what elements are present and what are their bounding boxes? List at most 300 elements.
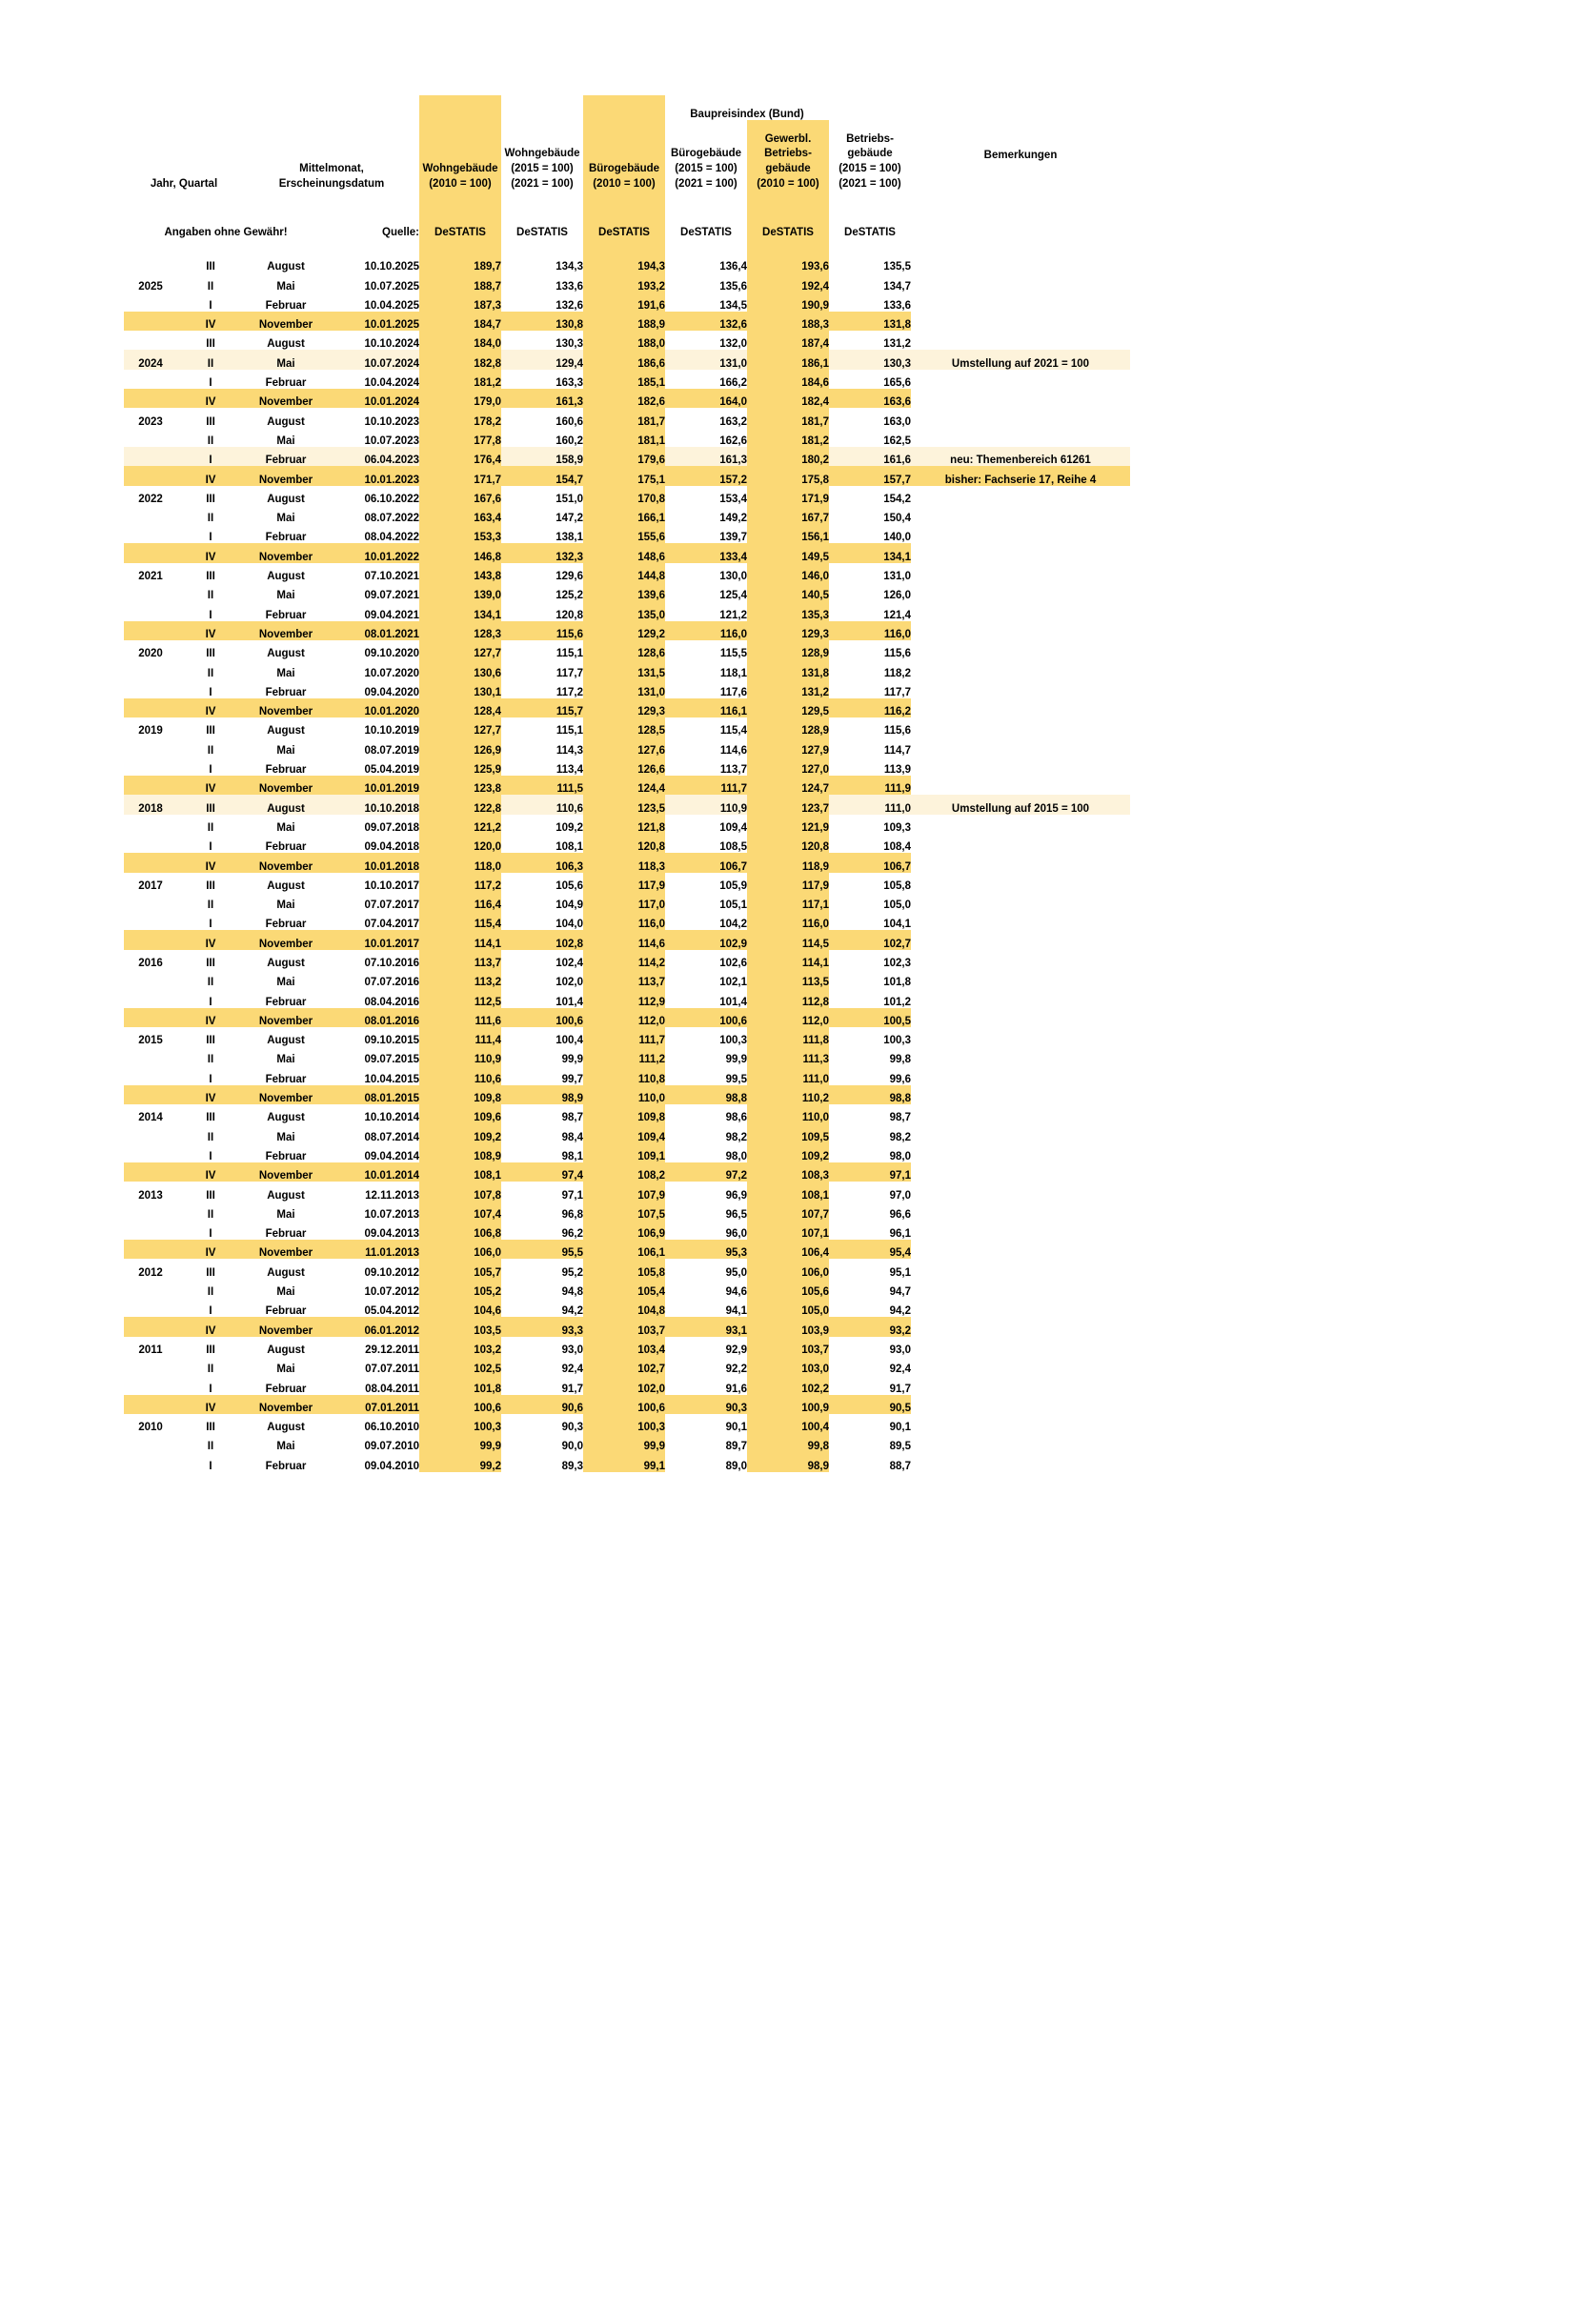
cell-quarter: II	[207, 1131, 214, 1143]
cell-year: 2017	[138, 879, 163, 892]
cell-value-col4: 193,6	[747, 253, 829, 273]
cell-value-col4: 182,4	[747, 389, 829, 408]
cell-year	[124, 1065, 177, 1084]
cell-value-col4: 124,7	[747, 776, 829, 795]
header-row-main	[124, 120, 1130, 192]
header-line: (2021 = 100)	[675, 178, 737, 191]
cell-bemerkung	[911, 757, 1130, 776]
cell-bemerkung	[911, 601, 1130, 620]
cell-value-col1: 138,1	[556, 532, 583, 544]
table-row	[124, 312, 1130, 331]
cell-month: November	[244, 543, 328, 562]
cell-year	[124, 331, 177, 350]
cell-bemerkung	[911, 1123, 1130, 1142]
cell-quarter: I	[209, 841, 212, 854]
header-bemerkungen: Bemerkungen	[983, 150, 1058, 162]
table-row	[124, 1065, 1130, 1084]
cell-bemerkung	[911, 505, 1130, 524]
cell-month: Februar	[265, 1150, 307, 1162]
cell-value-col4: 129,3	[747, 621, 829, 640]
cell-month: August	[267, 261, 305, 273]
cell-value-col0: 125,9	[419, 757, 501, 776]
cell-value-col2: 120,8	[583, 834, 665, 853]
header-col-gewerbl-betriebsgebaeude-2010	[747, 120, 829, 192]
cell-value-col0: 121,2	[419, 815, 501, 834]
cell-date: 10.04.2015	[364, 1073, 419, 1085]
cell-year	[124, 1162, 177, 1182]
cell-value-col3: 125,4	[719, 590, 747, 602]
cell-quarter: I	[209, 299, 212, 312]
cell-value-col4: 107,1	[747, 1221, 829, 1240]
cell-value-col5: 90,5	[829, 1395, 911, 1414]
cell-bemerkung	[911, 1221, 1130, 1240]
cell-value-col0: 99,2	[419, 1452, 501, 1471]
cell-value-col5: 96,6	[889, 1208, 911, 1221]
cell-year	[124, 698, 177, 717]
cell-value-col4: 171,9	[747, 486, 829, 505]
cell-quarter: III	[206, 1189, 215, 1202]
cell-value-col4: 184,6	[747, 370, 829, 389]
cell-value-col0: 105,7	[419, 1259, 501, 1278]
cell-value-col3: 100,6	[665, 1008, 747, 1027]
cell-value-col4: 110,2	[747, 1085, 829, 1104]
cell-bemerkung	[911, 543, 1130, 562]
cell-quarter: I	[209, 1305, 212, 1318]
cell-value-col2: 102,7	[583, 1356, 665, 1375]
cell-value-col5: 117,7	[883, 686, 911, 698]
source-col-1: DeSTATIS	[516, 227, 568, 238]
cell-quarter: IV	[177, 312, 244, 331]
cell-bemerkung	[911, 1337, 1130, 1356]
cell-month: November	[244, 1240, 328, 1259]
cell-date: 10.01.2022	[328, 543, 419, 562]
cell-value-col5: 105,8	[883, 879, 911, 892]
cell-quarter: II	[207, 1364, 214, 1376]
cell-value-col3: 96,0	[725, 1228, 747, 1241]
cell-value-col2: 118,3	[583, 853, 665, 872]
cell-value-col3: 102,9	[665, 930, 747, 949]
cell-value-col0: 187,3	[419, 293, 501, 312]
cell-value-col1: 92,4	[561, 1364, 583, 1376]
cell-month: November	[244, 466, 328, 485]
cell-value-col5: 163,6	[829, 389, 911, 408]
cell-date: 10.10.2023	[364, 415, 419, 428]
table-row	[124, 1123, 1130, 1142]
cell-value-col1: 102,8	[501, 930, 583, 949]
cell-quarter: III	[206, 571, 215, 583]
cell-value-col2: 175,1	[583, 466, 665, 485]
cell-year	[124, 1221, 177, 1240]
label-quelle: Quelle:	[382, 227, 419, 238]
cell-value-col2: 144,8	[583, 563, 665, 582]
cell-date: 09.04.2013	[364, 1228, 419, 1241]
cell-value-col2: 166,1	[583, 505, 665, 524]
cell-quarter: I	[209, 1150, 212, 1162]
cell-year	[124, 1143, 177, 1162]
cell-value-col5: 97,0	[889, 1189, 911, 1202]
cell-date: 07.10.2021	[364, 571, 419, 583]
cell-value-col4: 117,1	[747, 892, 829, 911]
cell-date: 12.11.2013	[365, 1189, 419, 1202]
header-line: Wohngebäude	[504, 148, 580, 160]
baupreisindex-table	[124, 95, 1130, 1472]
cell-bemerkung	[911, 969, 1130, 988]
cell-quarter: I	[209, 609, 212, 621]
cell-date: 10.04.2025	[364, 299, 419, 312]
super-fill-2	[583, 95, 665, 120]
cell-value-col0: 130,6	[419, 659, 501, 678]
cell-value-col3: 105,1	[719, 899, 747, 912]
cell-value-col3: 94,1	[725, 1305, 747, 1318]
cell-year	[124, 1433, 177, 1452]
cell-value-col1: 104,9	[556, 899, 583, 912]
gap-2	[583, 238, 665, 253]
cell-year: 2025	[138, 280, 163, 293]
cell-bemerkung	[911, 1259, 1130, 1278]
cell-quarter: II	[207, 977, 214, 989]
cell-quarter: I	[209, 532, 212, 544]
cell-value-col3: 96,9	[725, 1189, 747, 1202]
cell-value-col0: 106,0	[419, 1240, 501, 1259]
cell-year	[124, 601, 177, 620]
cell-date: 10.04.2024	[364, 377, 419, 390]
cell-date: 08.04.2016	[364, 996, 419, 1008]
table-row	[124, 1317, 1130, 1336]
header-line: (2010 = 100)	[593, 178, 656, 191]
cell-value-col4: 111,8	[747, 1027, 829, 1046]
table-row	[124, 370, 1130, 389]
cell-value-col2: 181,7	[583, 408, 665, 427]
cell-year	[124, 1375, 177, 1394]
cell-value-col5: 98,7	[889, 1112, 911, 1124]
cell-value-col0: 111,6	[419, 1008, 501, 1027]
cell-date: 06.04.2023	[328, 447, 419, 466]
cell-value-col1: 91,7	[561, 1383, 583, 1395]
cell-value-col2: 181,1	[583, 428, 665, 447]
cell-value-col0: 106,8	[419, 1221, 501, 1240]
super-fill-rem	[911, 95, 1130, 120]
cell-value-col5: 131,8	[829, 312, 911, 331]
cell-date: 05.04.2019	[364, 764, 419, 777]
cell-bemerkung	[911, 293, 1130, 312]
table-row	[124, 1433, 1130, 1452]
cell-month: Februar	[265, 686, 307, 698]
cell-bemerkung	[911, 1452, 1130, 1471]
cell-value-col3: 98,2	[725, 1131, 747, 1143]
cell-value-col2: 121,8	[583, 815, 665, 834]
cell-quarter: I	[209, 919, 212, 931]
cell-quarter: II	[207, 899, 214, 912]
cell-value-col1: 90,3	[561, 1422, 583, 1434]
cell-value-col0: 104,6	[419, 1298, 501, 1317]
cell-quarter: III	[206, 879, 215, 892]
cell-year	[124, 1279, 177, 1298]
table-row	[124, 273, 1130, 292]
source-col-0: DeSTATIS	[419, 213, 501, 238]
cell-value-col5: 150,4	[883, 513, 911, 525]
cell-date: 10.01.2018	[328, 853, 419, 872]
cell-value-col5: 154,2	[883, 493, 911, 505]
cell-value-col3: 94,6	[725, 1286, 747, 1299]
table-row	[124, 659, 1130, 678]
cell-month: August	[267, 493, 305, 505]
cell-date: 08.07.2022	[364, 513, 419, 525]
cell-year	[124, 505, 177, 524]
cell-month: August	[267, 1422, 305, 1434]
cell-date: 10.10.2025	[364, 261, 419, 273]
cell-value-col1: 160,6	[556, 415, 583, 428]
cell-value-col2: 114,2	[583, 950, 665, 969]
cell-value-col5: 115,6	[883, 725, 911, 738]
cell-quarter: II	[207, 1054, 214, 1066]
cell-year: 2019	[138, 725, 163, 738]
cell-value-col5: 100,5	[829, 1008, 911, 1027]
cell-value-col0: 116,4	[419, 892, 501, 911]
cell-value-col4: 103,9	[747, 1317, 829, 1336]
cell-value-col0: 188,7	[419, 273, 501, 292]
label-angaben-ohne-gewaehr: Angaben ohne Gewähr!	[164, 227, 288, 238]
super-fill-0	[419, 95, 501, 120]
cell-value-col2: 188,0	[583, 331, 665, 350]
cell-value-col0: 110,6	[419, 1065, 501, 1084]
cell-month: August	[267, 1344, 305, 1356]
cell-value-col5: 101,8	[883, 977, 911, 989]
cell-value-col1: 133,6	[556, 280, 583, 293]
header-mittelmonat-line1: Mittelmonat,	[299, 162, 364, 174]
cell-quarter: IV	[177, 1085, 244, 1104]
cell-year: 2024	[124, 350, 177, 369]
cell-date: 09.04.2020	[364, 686, 419, 698]
cell-year: 2020	[138, 648, 163, 660]
cell-value-col4: 187,4	[747, 331, 829, 350]
cell-date: 07.07.2017	[364, 899, 419, 912]
cell-month: November	[244, 389, 328, 408]
cell-value-col2: 109,1	[583, 1143, 665, 1162]
cell-quarter: III	[206, 338, 215, 351]
table-row	[124, 757, 1130, 776]
cell-quarter: II	[177, 350, 244, 369]
cell-value-col5: 113,9	[883, 764, 911, 777]
cell-value-col4: 112,0	[747, 1008, 829, 1027]
gap-5	[829, 238, 911, 253]
cell-bemerkung	[911, 1298, 1130, 1317]
cell-value-col1: 94,8	[561, 1286, 583, 1299]
cell-month: Mai	[276, 280, 295, 293]
cell-value-col5: 96,1	[889, 1228, 911, 1241]
cell-year: 2015	[138, 1035, 163, 1047]
cell-year	[124, 370, 177, 389]
table-row	[124, 1259, 1130, 1278]
cell-value-col3: 118,1	[719, 667, 747, 679]
cell-value-col5: 134,7	[883, 280, 911, 293]
cell-bemerkung	[911, 1182, 1130, 1201]
cell-date: 09.10.2015	[364, 1035, 419, 1047]
cell-date: 07.04.2017	[364, 919, 419, 931]
cell-quarter: I	[209, 1460, 212, 1472]
cell-quarter: IV	[177, 853, 244, 872]
cell-value-col2: 131,5	[583, 659, 665, 678]
cell-value-col1: 99,7	[561, 1073, 583, 1085]
cell-year: 2012	[138, 1266, 163, 1279]
cell-year	[124, 853, 177, 872]
cell-value-col0: 189,7	[419, 253, 501, 273]
cell-quarter: II	[207, 590, 214, 602]
source-col-rem	[911, 213, 1130, 238]
cell-bemerkung	[911, 1317, 1130, 1336]
table-row	[124, 795, 1130, 814]
cell-date: 06.10.2022	[364, 493, 419, 505]
cell-quarter: III	[206, 725, 215, 738]
cell-value-col4: 106,4	[747, 1240, 829, 1259]
cell-value-col0: 139,0	[419, 582, 501, 601]
cell-value-col4: 100,9	[747, 1395, 829, 1414]
cell-quarter: IV	[177, 1395, 244, 1414]
cell-value-col3: 91,6	[725, 1383, 747, 1395]
cell-value-col4: 123,7	[747, 795, 829, 814]
cell-bemerkung	[911, 1143, 1130, 1162]
cell-value-col3: 99,9	[725, 1054, 747, 1066]
table-row	[124, 447, 1130, 466]
cell-value-col0: 107,4	[419, 1202, 501, 1221]
cell-value-col2: 108,2	[583, 1162, 665, 1182]
table-body	[124, 253, 1130, 1472]
table-row	[124, 466, 1130, 485]
cell-value-col4: 109,2	[747, 1143, 829, 1162]
table-row	[124, 776, 1130, 795]
cell-value-col2: 135,0	[583, 601, 665, 620]
cell-bemerkung	[911, 815, 1130, 834]
cell-value-col0: 99,9	[419, 1433, 501, 1452]
cell-value-col2: 193,2	[583, 273, 665, 292]
gap-rem	[911, 238, 1130, 253]
cell-date: 08.01.2021	[328, 621, 419, 640]
cell-value-col4: 103,0	[747, 1356, 829, 1375]
cell-quarter: I	[209, 996, 212, 1008]
table-row	[124, 505, 1130, 524]
cell-value-col3: 108,5	[719, 841, 747, 854]
cell-value-col4: 103,7	[747, 1337, 829, 1356]
table-row	[124, 601, 1130, 620]
cell-quarter: IV	[177, 389, 244, 408]
cell-value-col3: 92,9	[725, 1344, 747, 1356]
cell-value-col2: 111,2	[583, 1046, 665, 1065]
cell-value-col1: 120,8	[556, 609, 583, 621]
cell-year: 2021	[138, 571, 163, 583]
table-row	[124, 1356, 1130, 1375]
cell-value-col5: 111,9	[829, 776, 911, 795]
cell-bemerkung	[911, 679, 1130, 698]
header-line: gebäude	[765, 163, 811, 175]
spreadsheet-sheet	[0, 95, 1576, 2324]
cell-year	[124, 1085, 177, 1104]
cell-value-col3: 98,0	[725, 1150, 747, 1162]
cell-value-col4: 109,5	[747, 1123, 829, 1142]
cell-quarter: III	[206, 1112, 215, 1124]
header-line: (2021 = 100)	[839, 178, 901, 191]
cell-value-col3: 133,4	[665, 543, 747, 562]
cell-value-col2: 129,2	[583, 621, 665, 640]
cell-value-col0: 127,7	[419, 717, 501, 737]
cell-date: 09.04.2018	[364, 841, 419, 854]
cell-value-col2: 131,0	[583, 679, 665, 698]
cell-value-col3: 95,0	[725, 1266, 747, 1279]
table-row	[124, 1182, 1130, 1201]
cell-value-col4: 181,2	[747, 428, 829, 447]
cell-bemerkung	[911, 834, 1130, 853]
cell-value-col0: 109,2	[419, 1123, 501, 1142]
cell-value-col5: 118,2	[883, 667, 911, 679]
cell-value-col1: 95,2	[561, 1266, 583, 1279]
table-row	[124, 1202, 1130, 1221]
header-line: Betriebs-	[846, 132, 894, 145]
cell-value-col0: 127,7	[419, 640, 501, 659]
header-row-gap	[124, 238, 1130, 253]
cell-year	[124, 930, 177, 949]
cell-value-col0: 109,6	[419, 1104, 501, 1123]
cell-value-col2: 107,5	[583, 1202, 665, 1221]
cell-value-col0: 128,4	[419, 698, 501, 717]
cell-date: 07.07.2016	[364, 977, 419, 989]
cell-quarter: II	[207, 1441, 214, 1453]
table-row	[124, 1085, 1130, 1104]
cell-value-col1: 111,5	[501, 776, 583, 795]
cell-value-col5: 98,8	[829, 1085, 911, 1104]
cell-value-col1: 109,2	[556, 821, 583, 834]
cell-bemerkung	[911, 1414, 1130, 1433]
cell-value-col3: 99,5	[725, 1073, 747, 1085]
cell-year	[124, 1356, 177, 1375]
cell-value-col3: 90,3	[665, 1395, 747, 1414]
cell-value-col1: 106,3	[501, 853, 583, 872]
cell-date: 10.10.2019	[364, 725, 419, 738]
table-row	[124, 1375, 1130, 1394]
cell-value-col1: 129,4	[501, 350, 583, 369]
cell-month: November	[244, 621, 328, 640]
cell-value-col5: 97,1	[829, 1162, 911, 1182]
cell-value-col5: 89,5	[889, 1441, 911, 1453]
cell-value-col5: 102,7	[829, 930, 911, 949]
cell-year	[124, 466, 177, 485]
cell-value-col4: 180,2	[747, 447, 829, 466]
table-row	[124, 1337, 1130, 1356]
cell-value-col0: 184,0	[419, 331, 501, 350]
header-jahr-quartal: Jahr, Quartal	[150, 178, 218, 191]
cell-value-col5: 90,1	[889, 1422, 911, 1434]
cell-value-col5: 116,2	[829, 698, 911, 717]
cell-value-col0: 181,2	[419, 370, 501, 389]
cell-date: 06.01.2012	[328, 1317, 419, 1336]
cell-month: Februar	[265, 532, 307, 544]
table-row	[124, 873, 1130, 892]
table-row	[124, 717, 1130, 737]
cell-month: August	[267, 1035, 305, 1047]
cell-value-col4: 181,7	[747, 408, 829, 427]
cell-quarter: IV	[177, 776, 244, 795]
header-line: Gewerbl.	[764, 132, 812, 145]
cell-quarter: II	[207, 513, 214, 525]
cell-value-col2: 126,6	[583, 757, 665, 776]
cell-month: November	[244, 1008, 328, 1027]
cell-month: Mai	[276, 1441, 295, 1453]
table-row	[124, 911, 1130, 930]
table-row	[124, 428, 1130, 447]
cell-date: 10.07.2025	[364, 280, 419, 293]
table-row	[124, 1240, 1130, 1259]
cell-value-col4: 117,9	[747, 873, 829, 892]
cell-month: August	[267, 879, 305, 892]
cell-value-col0: 171,7	[419, 466, 501, 485]
cell-quarter: II	[207, 744, 214, 757]
